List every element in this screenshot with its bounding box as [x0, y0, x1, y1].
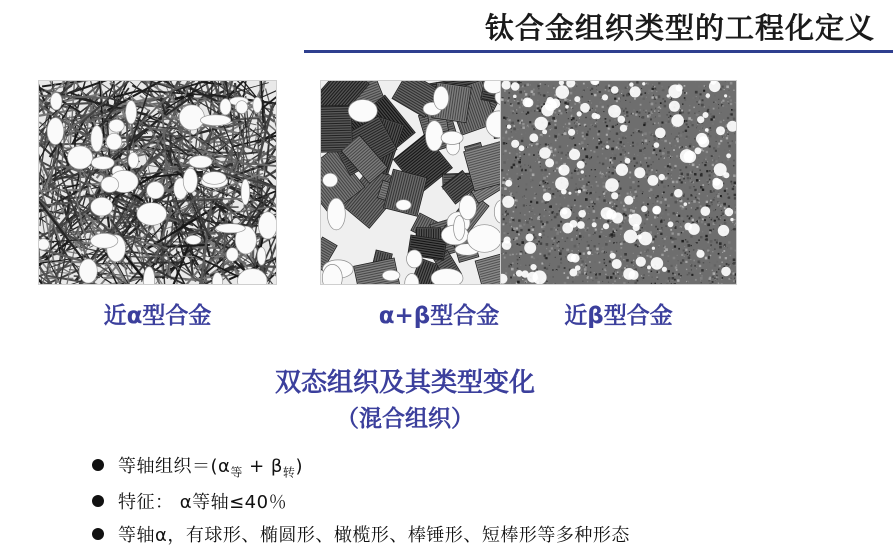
list-item [92, 521, 852, 547]
bullet-dot-icon [92, 459, 104, 471]
subtitle-secondary: （混合组织） [0, 400, 810, 433]
micrograph-image-near-beta [500, 80, 737, 285]
list-item [92, 488, 852, 514]
micrograph-cell-near-alpha [38, 80, 277, 285]
micrograph-caption-alpha-beta: α+β型合金 [320, 297, 558, 330]
page-title: 钛合金组织类型的工程化定义 [485, 6, 875, 47]
micrograph-row [0, 80, 893, 290]
micrograph-caption-near-alpha: 近α型合金 [38, 297, 277, 330]
bullet-text-formula: 等轴组织$=(\alpha_等 + \beta_转)$ [118, 452, 303, 481]
slide-title-bar [0, 0, 893, 58]
micrograph-caption-near-beta: 近β型合金 [500, 297, 737, 330]
title-underline-rule [304, 50, 893, 53]
subtitle-primary: 双态组织及其类型变化 [0, 362, 810, 399]
micrograph-cell-near-beta [500, 80, 737, 285]
bullet-dot-icon [92, 528, 104, 540]
bullet-text-feature: 特征： α等轴≤40％ [118, 488, 287, 514]
list-item [92, 452, 852, 481]
bullet-text-morphology: 等轴α，有球形、椭圆形、橄榄形、棒锤形、短棒形等多种形态 [118, 521, 630, 547]
bullet-list [92, 452, 852, 554]
micrograph-image-near-alpha [38, 80, 277, 285]
bullet-dot-icon [92, 495, 104, 507]
